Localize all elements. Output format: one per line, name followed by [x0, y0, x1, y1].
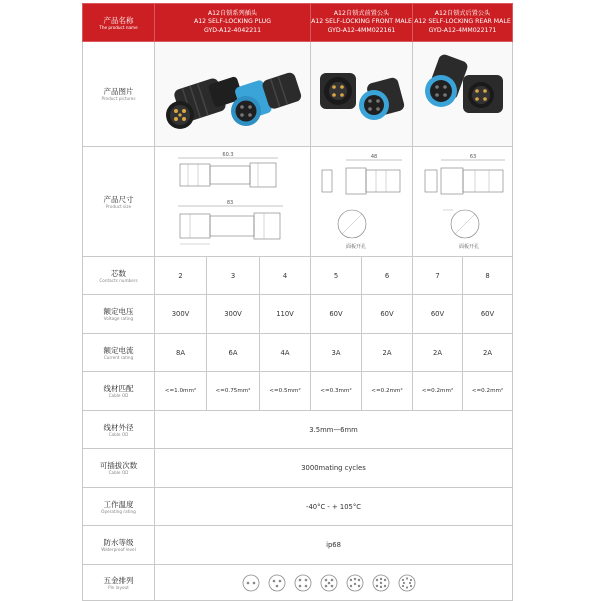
- contacts-row: [83, 257, 513, 295]
- voltage-value: 60V: [362, 295, 413, 334]
- waterproof-label-cell: [83, 526, 155, 565]
- voltage-row: [83, 295, 513, 334]
- current-value: 2A: [362, 334, 413, 372]
- mating-label-cell: [83, 449, 155, 488]
- mating-value: 3000mating cycles: [155, 449, 513, 488]
- voltage-value: 300V: [207, 295, 260, 334]
- cable-od-value: <=1.0mm²: [155, 372, 207, 411]
- pictures-row: [83, 42, 513, 147]
- product-rear-model: GYD-A12-4MM022171: [428, 26, 497, 34]
- cable-od-row: [83, 372, 513, 411]
- voltage-value: 60V: [311, 295, 362, 334]
- voltage-label-en: Voltage rating: [103, 316, 134, 321]
- cable-outer-label-cn: 线材外径: [103, 422, 134, 432]
- contacts-value: 7: [413, 257, 463, 295]
- waterproof-row: [83, 526, 513, 565]
- temperature-label-cn: 工作温度: [103, 499, 134, 509]
- temperature-value: -40°C - + 105°C: [155, 488, 513, 526]
- contacts-value: 8: [463, 257, 513, 295]
- waterproof-value: ip68: [155, 526, 513, 565]
- spec-sheet: [82, 3, 513, 601]
- cable-outer-label-cell: [83, 411, 155, 449]
- header-label-cn: 产品名称: [103, 15, 134, 25]
- waterproof-label-en: Waterproof level: [101, 547, 136, 552]
- mating-label-en: Cable OD: [108, 470, 129, 475]
- pictures-label-cn: 产品图片: [103, 87, 134, 96]
- contacts-value: 4: [260, 257, 311, 295]
- pictures-label-cell: [83, 42, 155, 147]
- connector-front-male-photo: [312, 49, 412, 139]
- current-value: 3A: [311, 334, 362, 372]
- size-label-en: Product size: [105, 203, 132, 209]
- pin-layout-cell: [155, 565, 513, 601]
- cable-od-value: <=0.5mm²: [260, 372, 311, 411]
- contacts-value: 5: [311, 257, 362, 295]
- header-row: [83, 4, 513, 42]
- contacts-value: 3: [207, 257, 260, 295]
- current-label-en: Current rating: [103, 354, 134, 360]
- mating-row: [83, 449, 513, 488]
- current-row: [83, 334, 513, 372]
- rear-panel-hole-note: 面板开孔: [458, 243, 480, 250]
- mating-label-cn: 可插拔次数: [99, 461, 138, 470]
- product-front-name-cn: A12自锁式前置公头: [333, 9, 390, 17]
- contacts-label-cell: [83, 257, 155, 295]
- cable-od-value: <=0.2mm²: [463, 372, 513, 411]
- size-label-cell: [83, 147, 155, 257]
- voltage-value: 300V: [155, 295, 207, 334]
- voltage-value: 110V: [260, 295, 311, 334]
- contacts-label-cn: 芯数: [111, 268, 126, 278]
- pictures-label-en: Product pictures: [101, 96, 136, 101]
- connector-rear-male-photo: [413, 49, 513, 139]
- pin-layout-label-cell: [83, 565, 155, 601]
- front-drawing-cell: [311, 147, 413, 257]
- contacts-value: 6: [362, 257, 413, 295]
- rear-top-dimension: 63: [469, 153, 477, 160]
- temperature-label-cell: [83, 488, 155, 526]
- connector-plug-photo: [158, 49, 308, 139]
- cable-od-value: <=0.2mm²: [413, 372, 463, 411]
- pin-layout-row: [83, 565, 513, 601]
- header-label-cell: [83, 4, 155, 42]
- plug-bottom-dimension: 83: [226, 199, 233, 206]
- contacts-label-en: Contacts numbers: [99, 277, 138, 283]
- cable-outer-label-en: Cable OD: [108, 431, 129, 437]
- cable-od-label-cn: 线材匹配: [103, 384, 134, 393]
- cable-od-label-cell: [83, 372, 155, 411]
- voltage-label-cell: [83, 295, 155, 334]
- voltage-label-cn: 额定电压: [103, 307, 134, 316]
- temperature-row: [83, 488, 513, 526]
- cable-od-value: <=0.75mm²: [207, 372, 260, 411]
- cable-od-value: <=0.2mm²: [362, 372, 413, 411]
- product-plug-name-cn: A12自锁系列插头: [207, 9, 258, 17]
- size-label-cn: 产品尺寸: [103, 194, 134, 204]
- product-plug-header: [155, 4, 311, 42]
- rear-drawing-cell: [413, 147, 513, 257]
- pin-layout-label-cn: 五金排列: [103, 575, 134, 585]
- voltage-value: 60V: [463, 295, 513, 334]
- header-label-en: The product name: [99, 24, 138, 30]
- pin-layout-icon: [239, 571, 429, 595]
- waterproof-label-cn: 防水等级: [103, 538, 134, 547]
- current-label-cn: 额定电流: [103, 345, 134, 355]
- front-top-dimension: 48: [370, 153, 377, 160]
- product-front-header: [311, 4, 413, 42]
- product-plug-name-en: A12 SELF-LOCKING PLUG: [193, 18, 272, 26]
- plug-dimension-drawing: [158, 150, 308, 254]
- rear-dimension-drawing: [413, 150, 513, 254]
- current-value: 8A: [155, 334, 207, 372]
- current-value: 2A: [413, 334, 463, 372]
- product-rear-header: [413, 4, 513, 42]
- product-plug-model: GYD-A12-4042211: [203, 26, 262, 34]
- front-male-photo-cell: [311, 42, 413, 147]
- front-dimension-drawing: [312, 150, 412, 254]
- product-front-model: GYD-A12-4MM022161: [327, 26, 396, 34]
- cable-od-value: <=0.3mm²: [311, 372, 362, 411]
- product-front-name-en: A12 SELF-LOCKING FRONT MALE: [311, 18, 412, 26]
- cable-outer-row: [83, 411, 513, 449]
- current-value: 6A: [207, 334, 260, 372]
- size-row: [83, 147, 513, 257]
- product-rear-name-en: A12 SELF-LOCKING REAR MALE: [414, 18, 511, 26]
- pin-layout-label-en: Pin layout: [108, 584, 129, 590]
- front-panel-hole-note: 面板开孔: [345, 243, 366, 250]
- plug-photo-cell: [155, 42, 311, 147]
- voltage-value: 60V: [413, 295, 463, 334]
- cable-outer-value: 3.5mm—6mm: [155, 411, 513, 449]
- plug-top-dimension: 60.3: [221, 151, 234, 158]
- product-rear-name-cn: A12自锁式后置公头: [434, 9, 491, 17]
- cable-od-label-en: Cable OD: [108, 393, 129, 398]
- contacts-value: 2: [155, 257, 207, 295]
- rear-male-photo-cell: [413, 42, 513, 147]
- current-value: 2A: [463, 334, 513, 372]
- plug-drawing-cell: [155, 147, 311, 257]
- current-value: 4A: [260, 334, 311, 372]
- temperature-label-en: Operating rating: [101, 508, 136, 514]
- current-label-cell: [83, 334, 155, 372]
